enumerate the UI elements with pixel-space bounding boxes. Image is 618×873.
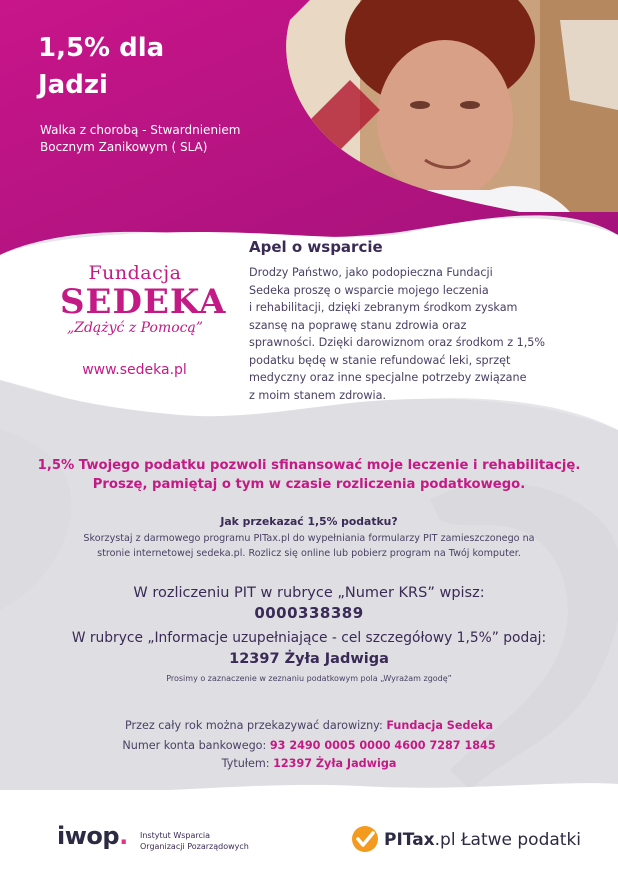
title-value: 12397 Żyła Jadwiga (273, 757, 397, 770)
pitax-brand (384, 830, 581, 850)
pitax-domain: .pl (434, 830, 456, 850)
appeal-line: i rehabilitacji, dzięki zebranym środkom zyskam (249, 301, 518, 314)
donation-label: Przez cały rok można przekazywać darowizny: (124, 719, 383, 732)
headline-line-1: 1,5% Twojego podatku pozwoli sfinansować moje leczenie i rehabilitację. (37, 458, 581, 473)
iwop-caption-line-2: Organizacji Pozarządowych (140, 842, 249, 851)
foundation-name: Fundacja Sedeka (386, 719, 494, 732)
iwop-dot: . (119, 822, 128, 850)
subtitle-line-1: Walka z chorobą - Stwardnieniem (40, 123, 241, 137)
krs-number: 0000338389 (254, 604, 364, 622)
donation-line-3 (0, 757, 618, 770)
iwop-caption (140, 830, 249, 852)
appeal-heading: Apel o wsparcie (249, 238, 383, 256)
pitax-logo-icon (350, 824, 380, 858)
logo-line-1: Fundacja (88, 262, 182, 284)
info-label: W rubryce „Informacje uzupełniające - cel szczegółowy 1,5%” podaj: (71, 630, 547, 646)
subtitle-line-2: Bocznym Zanikowym ( SLA) (40, 140, 208, 154)
appeal-line: z moim stanem zdrowia. (249, 388, 387, 402)
how-heading: Jak przekazać 1,5% podatku? (220, 515, 398, 528)
how-line-2: stronie internetowej sedeka.pl. Rozlicz się online lub pobierz program na Twój komputer. (97, 548, 521, 559)
how-text (0, 531, 618, 561)
headline-line-2: Proszę, pamiętaj o tym w czasie rozliczenia podatkowego. (92, 477, 526, 492)
appeal-line: medyczny oraz inne specjalne potrzeby związane (249, 371, 527, 384)
appeal-line: Sedeka proszę o wsparcie mojego leczenia (249, 283, 489, 297)
page-subtitle (40, 122, 240, 156)
portrait-photo (270, 0, 618, 212)
logo-line-3: „Zdążyć z Pomocą” (66, 320, 204, 336)
title-label: Tytułem: (221, 757, 270, 770)
appeal-line: szansę na poprawę stanu zdrowia oraz (249, 318, 467, 332)
page-title (38, 30, 164, 104)
main-headline (0, 456, 618, 494)
how-line-1: Skorzystaj z darmowego programu PITax.pl do wypełniania formularzy PIT zamieszczonego na (83, 533, 535, 544)
website-link[interactable]: www.sedeka.pl (82, 362, 187, 378)
iwop-brand: iwop (57, 822, 120, 850)
donation-line-2 (0, 739, 618, 752)
appeal-line: sprawności. Dzięki darowiznom oraz środkom z 1,5% (249, 336, 546, 349)
bank-account-label: Numer konta bankowego: (122, 739, 267, 752)
title-line-1: 1,5% dla (38, 33, 165, 63)
pitax-name: PITax (384, 830, 435, 850)
info-value: 12397 Żyła Jadwiga (229, 651, 389, 667)
logo-line-2: SEDEKA (60, 282, 227, 322)
pitax-slogan: Łatwe podatki (460, 830, 582, 850)
appeal-line: podatku będę w stanie refundować leki, sprzęt (249, 353, 511, 367)
appeal-text (249, 264, 589, 404)
consent-note: Prosimy o zaznaczenie w zeznaniu podatkowym pola „Wyrażam zgodę” (166, 674, 452, 683)
krs-label: W rozliczeniu PIT w rubryce „Numer KRS” wpisz: (133, 585, 485, 601)
sedeka-logo (60, 262, 227, 336)
bank-account-number: 93 2490 0005 0000 4600 7287 1845 (269, 739, 496, 752)
donation-line-1 (0, 719, 618, 732)
iwop-logo (57, 822, 128, 850)
iwop-caption-line-1: Instytut Wsparcia (140, 831, 211, 840)
appeal-line: Drodzy Państwo, jako podopieczna Fundacji (249, 266, 493, 279)
title-line-2: Jadzi (38, 70, 108, 100)
